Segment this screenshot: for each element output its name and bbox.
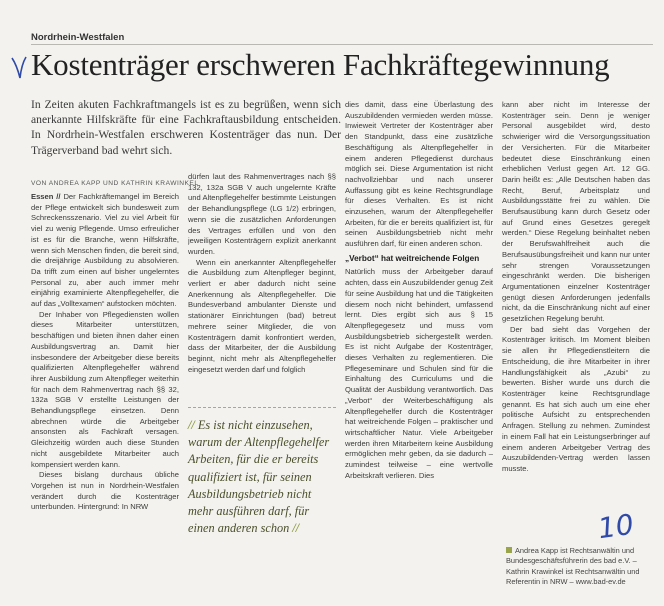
author-box	[506, 546, 656, 588]
paragraph: Der Inhaber von Pflegediensten wollen dieses Mitarbeiter unterstützen, beschäftigen und bieten ihnen daher einen Ausbildungsvertrag an. Damit hier insbesondere der Arbeitgeber diese bereits qualifizierten Altenpflegehelfer während ihrer Ausbildung zum Altenpfleger weiterhin für nach dem Rahmenvertrag nach §§ 32, 132a SGB V erstellte Leistungen der Behandlungspflege einsetzen. Denn abrechnen würde die Arbeitgeber ansonsten als Fachkraft versagen. Gleichzeitig würden auch diese Stunden nicht ausgebildete Mitarbeiter auch kompensiert werden kann.	[31, 309, 179, 469]
paragraph: Dieses bislang durchaus übliche Vorgehen ist nun in Nordrhein-Westfalen verändert durch die Kostenträger unterbunden. Hintergrund: In NRW	[31, 470, 179, 512]
paragraph: Wenn ein anerkannter Altenpflegehelfer die Ausbildung zum Altenpfleger beginnt, verliert er aber dadurch nicht seine Anerkennung als Altenpflegehelfer. Die Bundesverband ambulanter Dienste und stationärer Einrichtungen (bad) betreut mehrere seiner Mitglieder, die von Kostenträgern damit konfrontiert werden, dass der Mitarbeiter, der die Ausbildung beginnt, nicht mehr als Altenpflegehelfer eingesetzt werden darf und folglich	[188, 257, 336, 374]
paragraph: Natürlich muss der Arbeitgeber darauf achten, dass ein Auszubildender genug Zeit für seine Ausbildung hat und die Tätigkeiten diesem noch nicht behindert, umfassend lernt. Dies ergibt sich aus § 15 Altenpflegegesetz und muss vom Ausbildungsbetrieb sichergestellt werden. Es ist nicht Aufgabe der Kostenträger, dieses Verhalten zu reglementieren. Die Pflegeseminare und Schulen sind für die Einhaltung des Curriculums und die Qualität der Ausbildung verantwortlich. Das „Verbot“ der Weiterbeschäftigung als Altenpflegehelfer durch die Kostenträger hat weitreichende Folgen – praktischer und wirtschaftlicher Natur. Viele Arbeitgeber werden ihren Mitarbeitern keine Ausbildung ermöglichen mehr geben, da sie dadurch – zumindest teilweise – eine wertvolle Arbeitskraft verlieren. Dies	[345, 267, 493, 480]
text-column-3	[345, 100, 493, 605]
rubric-divider	[31, 44, 653, 45]
text-column-2	[188, 172, 336, 402]
quote-mark-close: //	[292, 521, 300, 536]
handwritten-page-number: 10	[595, 507, 636, 546]
paragraph: kann aber nicht im Interesse der Kostenträger sein. Denn je weniger Personal ausgebildet wird, desto schwieriger wird die Versorgungssituation der Versicherten. Für die Mitarbeiter bedeutet diese Einschränkung einen erheblichen Verlust gegen Art. 12 GG. Darin heißt es: „Alle Deutschen haben das Recht, Beruf, Arbeitsplatz und Ausbildungsstätte frei zu wählen. Die Berufsausübung kann durch Gesetz oder auf Grund eines Gesetzes geregelt werden.“ Diese Regelung beinhaltet neben der Berufswahlfreiheit auch die Berufsausübungsfreiheit und kann nur unter sehr strengen Voraussetzungen eingeschränkt werden. Die bisherigen Argumentationen einzelner Kostenträger genügt diesen Anforderungen jedenfalls nicht, da die Einschränkung nicht auf einer gesetzlichen Regelung beruht.	[502, 100, 650, 324]
paragraph-text: Der Fachkräftemangel im Bereich der Pflege entwickelt sich bundesweit zum Schreckensszenario. Viel zu viel Arbeit für viel zu wenig Pflegende. Umso erfreulicher ist es für die Branche, wenn Hilfskräfte, wenn sich Menschen finden, die bereit sind, die dreijährige Ausbildung zu absolvieren. Da trifft zum einen auf bisher ungelerntes Personal zu, aber auch immer mehr einjährig examinierte Altenpflegehelfer, die auf das „Volltexamen“ aufstocken möchten.	[31, 192, 179, 309]
pen-mark-icon	[10, 54, 28, 80]
byline: VON ANDREA KAPP UND KATHRIN KRAWINKEL	[31, 180, 199, 187]
paragraph: dies damit, dass eine Überlastung des Auszubildenden vermieden werden müsse. Inwieweit Vertreter der Kostenträger aber den Standpunkt, dass eine zusätzliche Beschäftigung als Altenpflegehelfer in einem anderen Pflegedienst durchaus möglich sei. Diese Argumentation ist nicht nachvollziehbar und nach unserer Auffassung gibt es keine Rechtsgrundlage für dieses Verhalten. Es ist nicht einzusehen, warum der Altenpflegehelfer Arbeiten, für die er bereits qualifiziert ist, für seinen Ausbildungsbetrieb nicht mehr ausführen darf, für einen anderen schon.	[345, 100, 493, 249]
pull-quote	[188, 417, 338, 537]
author-text: Andrea Kapp ist Rechtsanwältin und Bundesgeschäftsführerin des bad e.V. – Kathrin Krawinkel ist Rechtsanwältin und Referentin in NRW – www.bad-ev.de	[506, 546, 640, 587]
text-column-1	[31, 192, 179, 604]
section-rubric: Nordrhein-Westfalen	[31, 32, 125, 43]
article-lead: In Zeiten akuten Fachkraftmangels ist es zu begrüßen, wenn sich anerkannte Hilfskräfte für eine Fachkraftausbildung entscheiden. In Nordrhein-Westfalen erschweren Kostenträger das nun. Der Trägerverband bad wehrt sich.	[31, 98, 341, 157]
pull-quote-text: Es ist nicht einzusehen, warum der Altenpflegehelfer Arbeiten, für die er bereits qualifiziert ist, für seinen Ausbildungsbetrieb nicht mehr ausführen darf, für einen anderen schon	[188, 418, 330, 536]
square-bullet-icon	[506, 547, 512, 553]
dateline: Essen //	[31, 192, 61, 201]
subheading: „Verbot“ hat weitreichende Folgen	[345, 253, 480, 263]
paragraph: Der bad sieht das Vorgehen der Kostenträger kritisch. Im Moment bleiben sie allen ihr Pflegedienstleitern die Entscheidung, die ihre Mitarbeiter in ihrer Handlungsfähigkeit als „Azubi“ zu bewerten. Bisher wurde uns durch die Kostenträger keine Rechtsgrundlage genannt. Es hat sich auch um eine eher politische Aufsicht zu entsprechenden Anfragen. Stellung zu nehmen. Zumindest in einem Fall hat ein Leistungserbringer auf einem anderen Arbeitgeber Vertrag des Auszubildenden-Vertrag werden lassen musste.	[502, 324, 650, 473]
text-column-4	[502, 100, 650, 520]
paragraph	[31, 192, 179, 310]
quote-divider	[188, 407, 336, 408]
paragraph: dürfen laut des Rahmenvertrages nach §§ 132, 132a SGB V auch ungelernte Kräfte und Altenpflegehelfer bestimmte Leistungen der Behandlungspflege (LG 1/2) erbringen, wenn sie die zusätzlichen Anforderungen des Vertrages erfüllen und von den jeweiligen Kostenträgern explizit anerkannt wurden.	[188, 172, 336, 256]
article-headline: Kostenträger erschweren Fachkräftegewinnung	[31, 47, 610, 82]
quote-mark-open: //	[188, 418, 195, 432]
